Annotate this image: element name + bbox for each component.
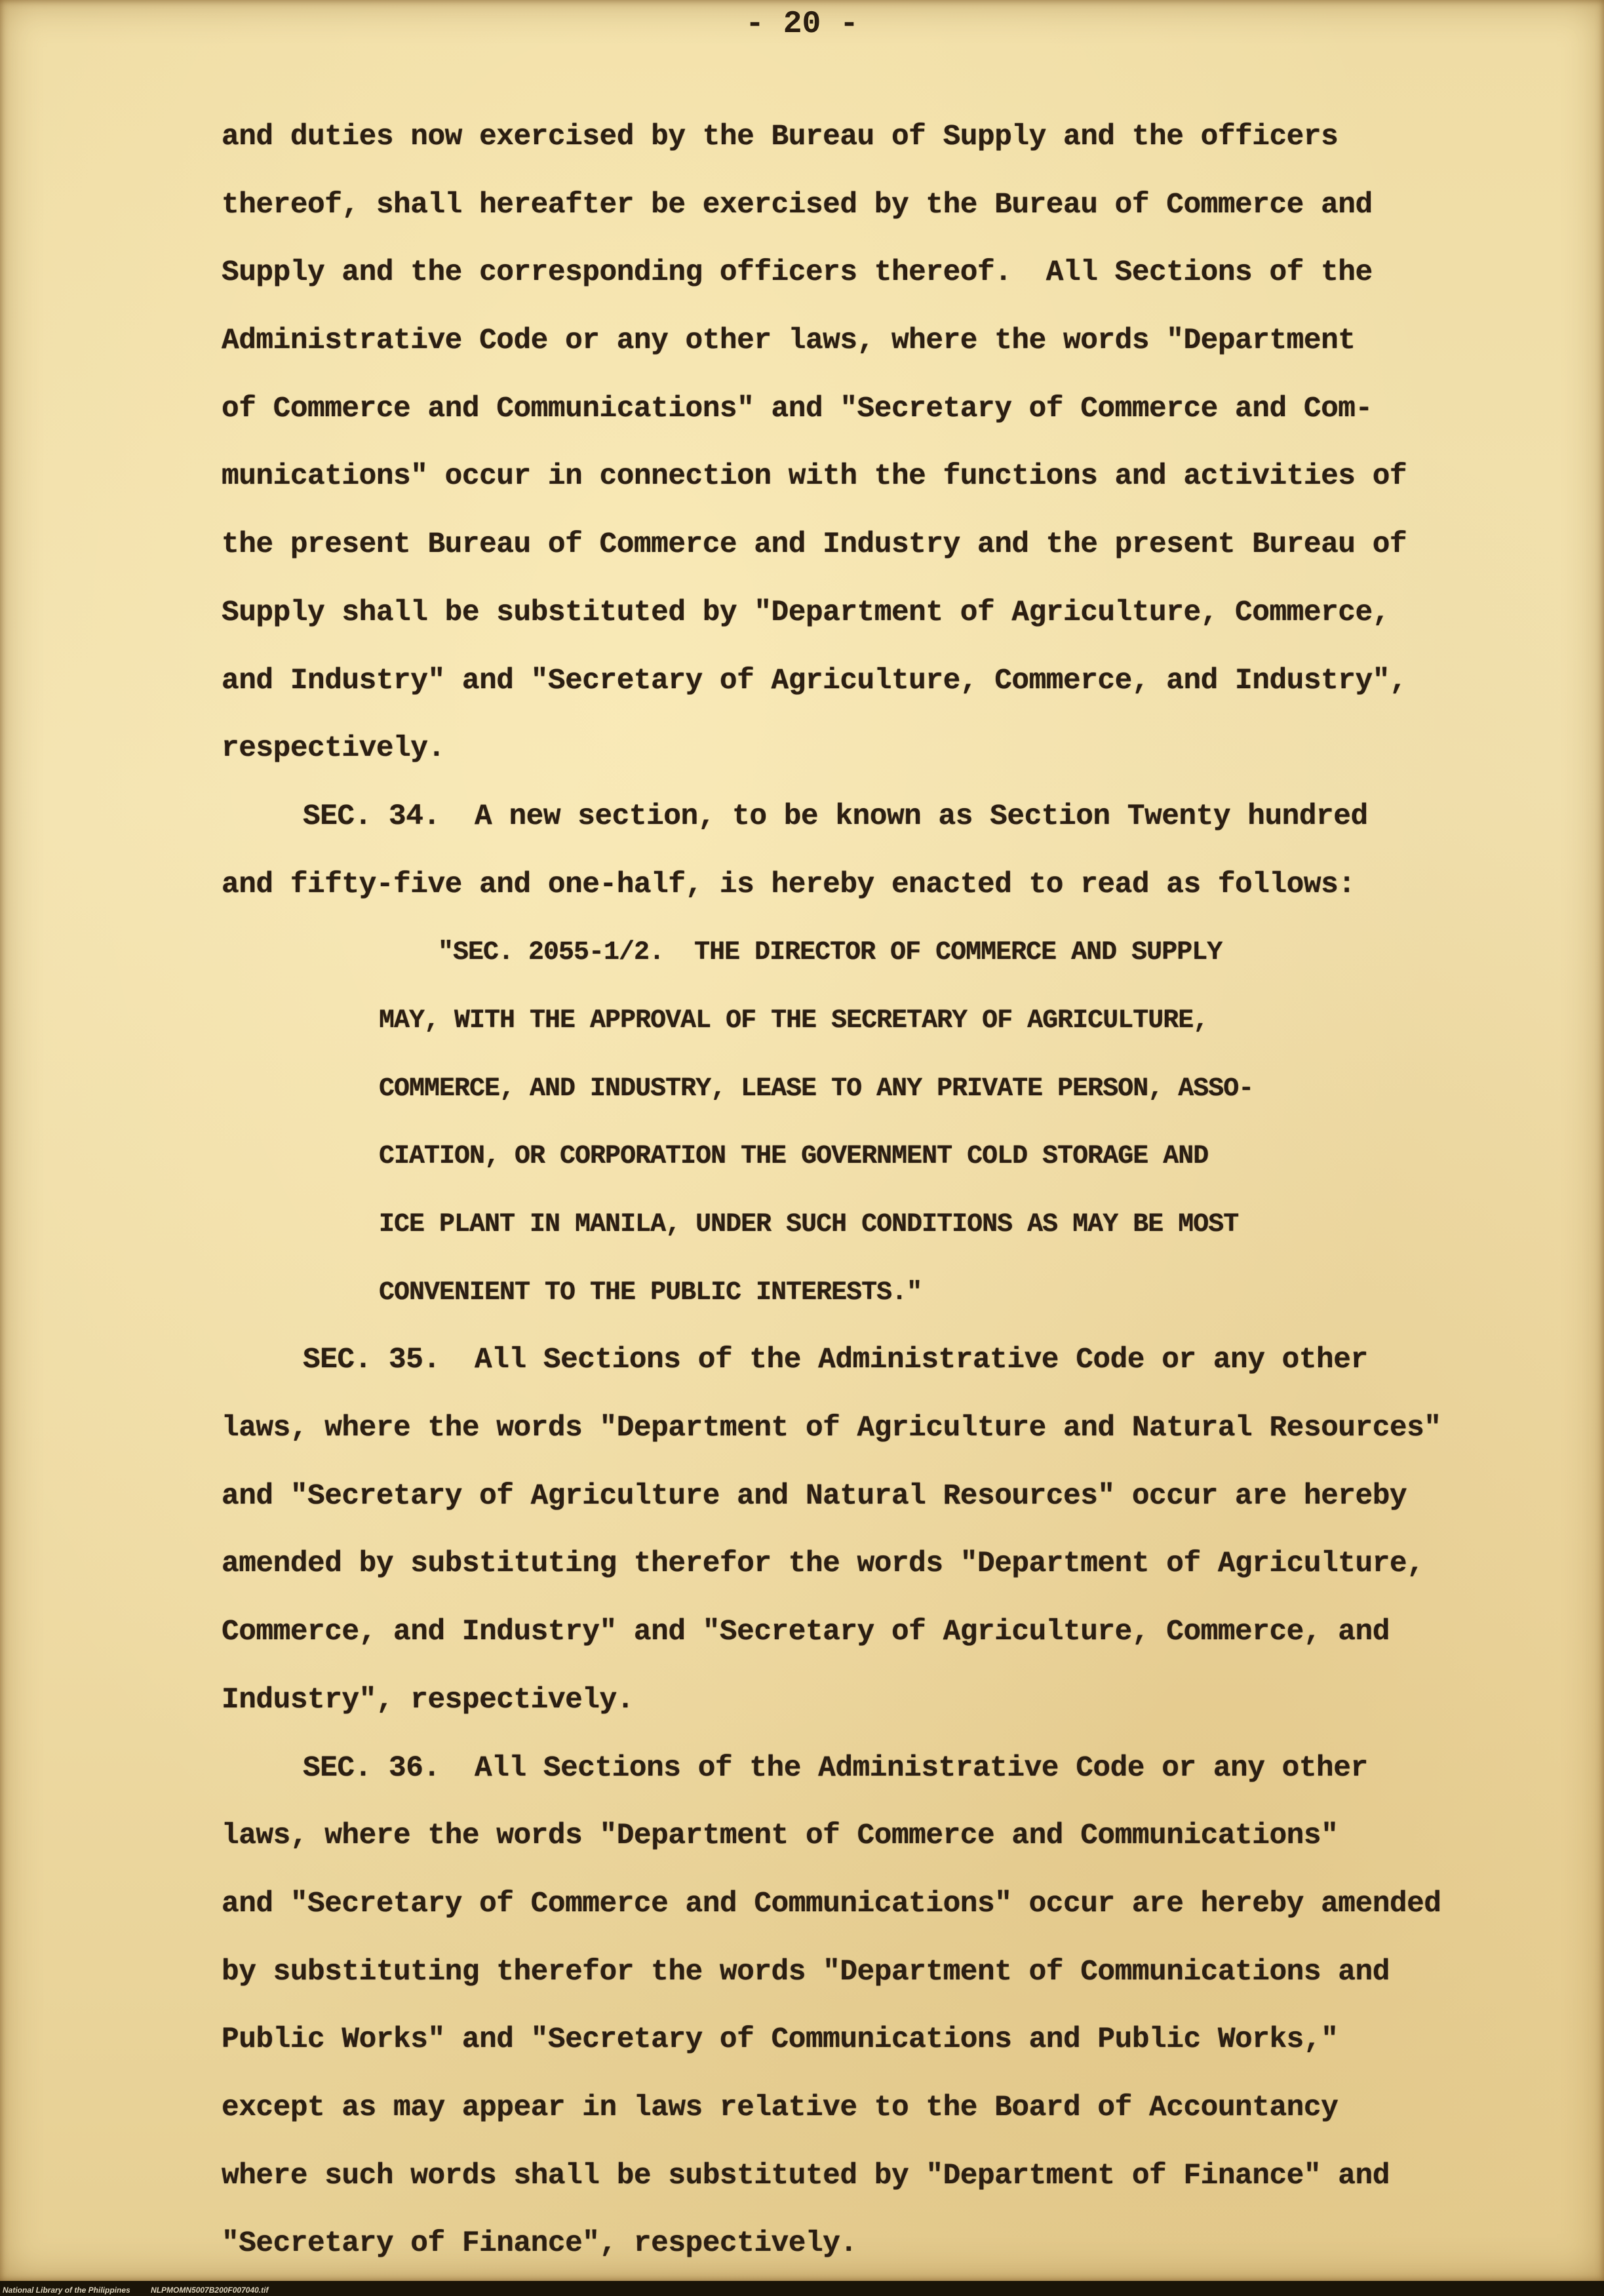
text-line: laws, where the words "Department of Commerce and Communications"	[222, 1819, 1339, 1853]
text-line: where such words shall be substituted by "Department of Finance" and	[222, 2159, 1390, 2192]
page-number: - 20 -	[745, 7, 859, 42]
text-line: Administrative Code or any other laws, where the words "Department	[222, 324, 1356, 358]
section-35-heading: SEC. 35. All Sections of the Administrative Code or any other	[303, 1344, 1368, 1377]
text-line: Supply and the corresponding officers thereof. All Sections of the	[222, 256, 1373, 290]
text-line: thereof, shall hereafter be exercised by the Bureau of Commerce and	[222, 188, 1373, 222]
quoted-section-line: MAY, WITH THE APPROVAL OF THE SECRETARY OF AGRICULTURE,	[379, 1005, 1209, 1036]
quoted-section-line: "SEC. 2055-1/2. THE DIRECTOR OF COMMERCE AND SUPPLY	[438, 938, 1223, 968]
text-line: Supply shall be substituted by "Department of Agriculture, Commerce,	[222, 596, 1390, 629]
text-line: and Industry" and "Secretary of Agriculture, Commerce, and Industry",	[222, 664, 1407, 697]
text-line: and "Secretary of Commerce and Communications" occur are hereby amended	[222, 1887, 1441, 1920]
text-line: the present Bureau of Commerce and Industry and the present Bureau of	[222, 528, 1407, 562]
text-line: respectively.	[222, 732, 445, 766]
section-34-heading: SEC. 34. A new section, to be known as Section Twenty hundred	[303, 800, 1368, 833]
text-line: by substituting therefor the words "Department of Communications and	[222, 1955, 1390, 1989]
text-line: laws, where the words "Department of Agriculture and Natural Resources"	[222, 1412, 1441, 1445]
text-line: amended by substituting therefor the words "Department of Agriculture,	[222, 1547, 1424, 1581]
text-line: and fifty-five and one-half, is hereby enacted to read as follows:	[222, 868, 1356, 901]
quoted-section-line: COMMERCE, AND INDUSTRY, LEASE TO ANY PRIVATE PERSON, ASSO-	[379, 1074, 1254, 1104]
text-line: and "Secretary of Agriculture and Natural Resources" occur are hereby	[222, 1479, 1407, 1513]
quoted-section-line: CIATION, OR CORPORATION THE GOVERNMENT COLD STORAGE AND	[379, 1142, 1209, 1172]
section-36-heading: SEC. 36. All Sections of the Administrative Code or any other	[303, 1751, 1368, 1785]
text-line: Commerce, and Industry" and "Secretary of Agriculture, Commerce, and	[222, 1616, 1390, 1649]
document-body	[222, 104, 1441, 2278]
file-id: NLPMOMN5007B200F007040.tif	[151, 2286, 269, 2295]
scan-footer	[0, 2285, 1604, 2296]
text-line: Public Works" and "Secretary of Communications and Public Works,"	[222, 2023, 1339, 2057]
text-line: "Secretary of Finance", respectively.	[222, 2227, 857, 2261]
text-line: of Commerce and Communications" and "Secretary of Commerce and Com-	[222, 392, 1373, 425]
text-line: and duties now exercised by the Bureau of Supply and the officers	[222, 121, 1339, 153]
quoted-section-line: ICE PLANT IN MANILA, UNDER SUCH CONDITIONS AS MAY BE MOST	[379, 1210, 1239, 1239]
text-line: Industry", respectively.	[222, 1683, 634, 1717]
library-credit: National Library of the Philippines	[3, 2286, 130, 2295]
text-line: munications" occur in connection with the functions and activities of	[222, 460, 1407, 494]
text-line: except as may appear in laws relative to the Board of Accountancy	[222, 2091, 1339, 2124]
quoted-section-line: CONVENIENT TO THE PUBLIC INTERESTS."	[379, 1277, 922, 1308]
